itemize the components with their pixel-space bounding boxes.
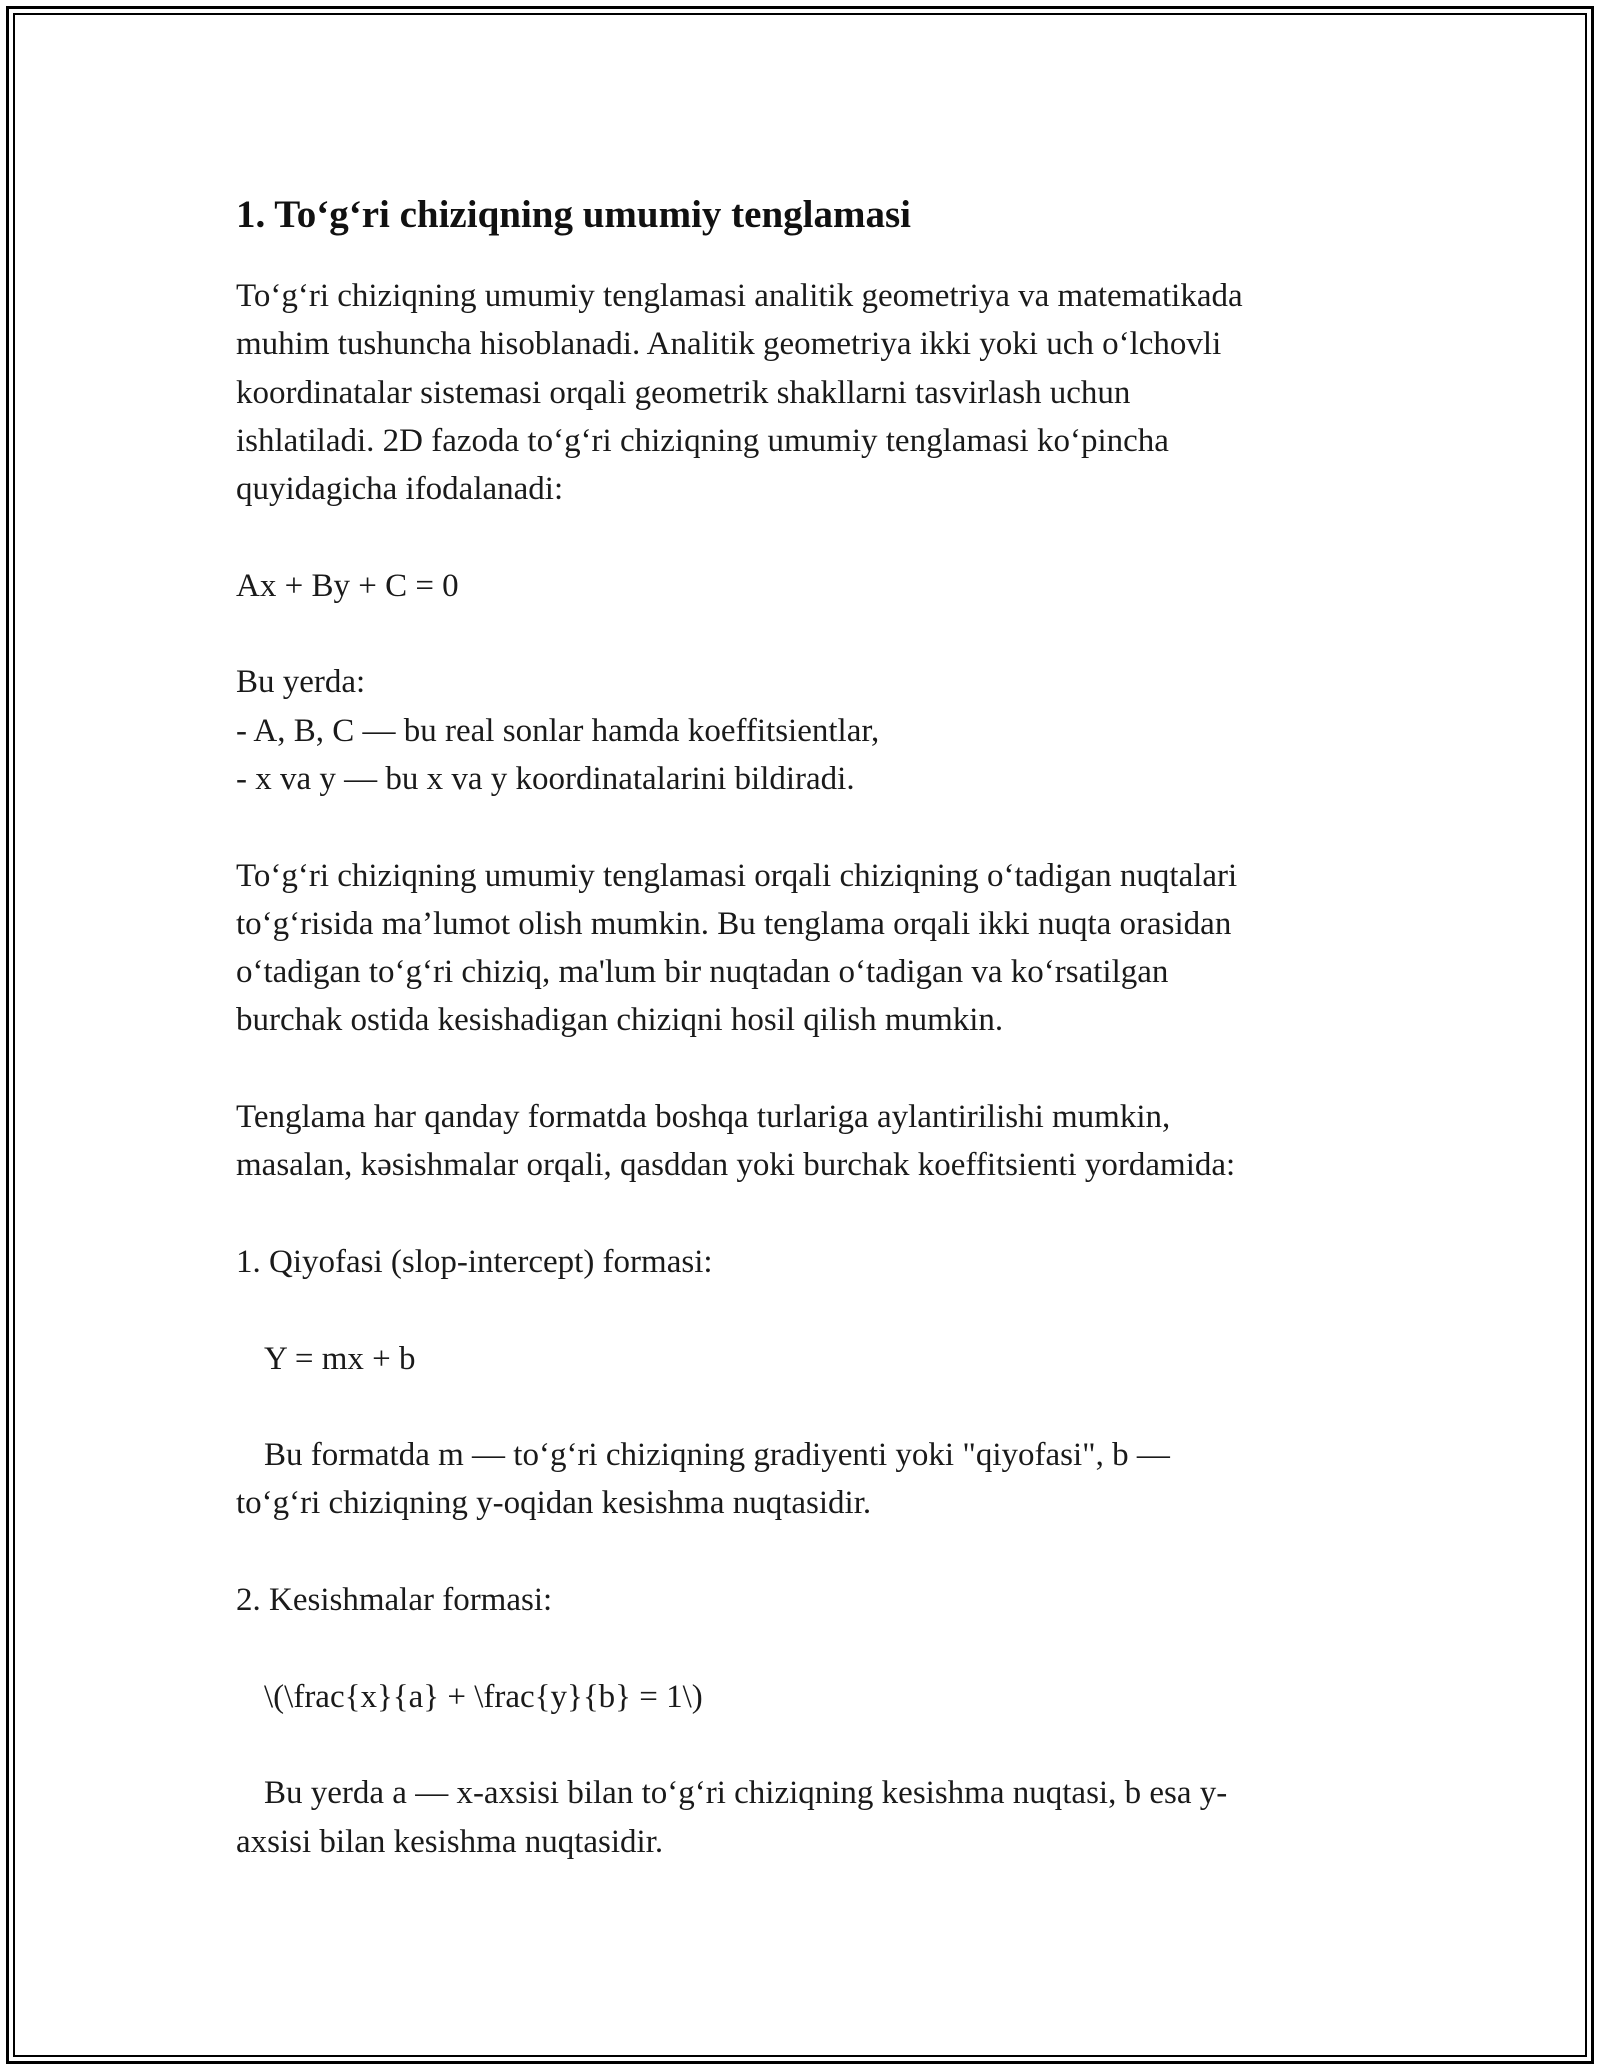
document-page [236,186,1366,1866]
spacer [236,513,1366,561]
where-title: Bu yerda: [236,664,366,701]
paragraph-forms: Tenglama har qanday formatda boshqa turlariga aylantirilishi mumkin, masalan, kəsishmalar orqali, qasddan yoki burchak koeffitsienti yordamida: [236,1099,1236,1184]
paragraph-points: To‘g‘ri chiziqning umumiy tenglamasi orqali chiziqning o‘tadigan nuqtalari to‘g‘risida ma’lumot olish mumkin. Bu tenglama orqali ikki nuqta orasidan o‘tadigan to‘g‘ri chiziq, ma'lum bir nuqtadan o‘tadigan va ko‘rsatilgan burchak ostida kesishadigan chiziqni hosil qilish mumkin. [236,857,1238,1039]
where-item-coordinates: - x va y — bu x va y koordinatalarini bildiradi. [236,760,855,797]
form1-title: 1. Qiyofasi (slop-intercept) formasi: [236,1243,713,1280]
form2-description-line1: Bu yerda a — x-axsisi bilan to‘g‘ri chiziqning kesishma nuqtasi, b esa y- [264,1775,1228,1812]
spacer [236,610,1366,658]
spacer [236,1190,1366,1238]
form1-description-line2: to‘g‘ri chiziqning y-oqidan kesishma nuqtasidir. [236,1485,872,1522]
spacer [236,1286,1366,1334]
spacer [236,1528,1366,1576]
where-item-coefficients: - A, B, C — bu real sonlar hamda koeffitsientlar, [236,712,880,749]
spacer [236,1624,1366,1672]
form2-description-line2: axsisi bilan kesishma nuqtasidir. [236,1823,664,1860]
form1-description-line1: Bu formatda m — to‘g‘ri chiziqning gradiyenti yoki "qiyofasi", b — [264,1437,1170,1474]
form1-equation: Y = mx + b [264,1340,416,1377]
spacer [236,1383,1366,1431]
spacer [236,1045,1366,1093]
form2-title: 2. Kesishmalar formasi: [236,1582,553,1619]
spacer [236,803,1366,851]
general-equation: Ax + By + C = 0 [236,567,459,604]
spacer [236,1721,1366,1769]
form2-equation: \(\frac{x}{a} + \frac{y}{b} = 1\) [264,1678,703,1715]
section-heading: 1. To‘g‘ri chiziqning umumiy tenglamasi [236,193,911,236]
intro-paragraph: To‘g‘ri chiziqning umumiy tenglamasi analitik geometriya va matematikada muhim tushuncha hisoblanadi. Analitik geometriya ikki yoki uch o‘lchovli koordinatalar sistemasi orqali geometrik shakllarni tasvirlash uchun ishlatiladi. 2D fazoda to‘g‘ri chiziqning umumiy tenglamasi ko‘pincha quyidagicha ifodalanadi: [236,278,1243,508]
